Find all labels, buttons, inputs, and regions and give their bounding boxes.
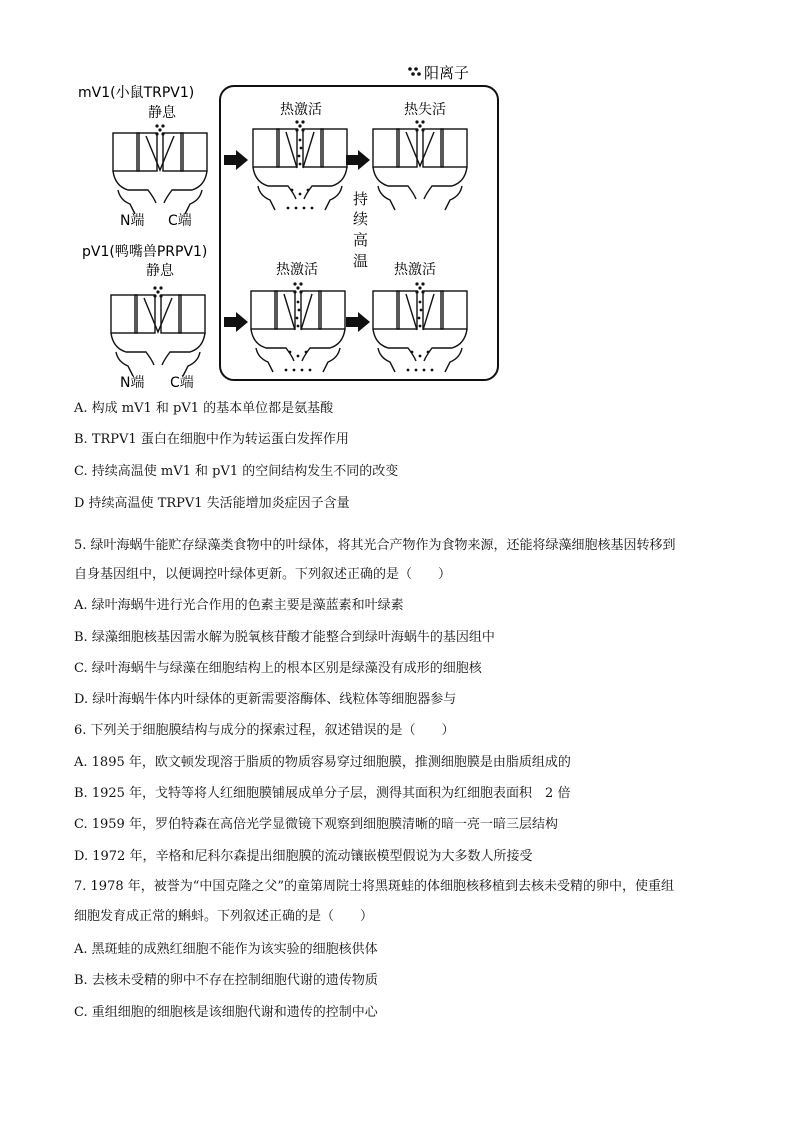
q6-stem: 6. 下列关于细胞膜结构与成分的探索过程，叙述错误的是（ ） xyxy=(74,723,455,738)
pv1-rest-label: 静息 xyxy=(146,263,174,279)
pv1-active-channel xyxy=(251,282,345,372)
cation-legend-icon xyxy=(408,67,421,76)
mv1-n-end: N端 xyxy=(120,213,145,229)
mv1-rest-label: 静息 xyxy=(148,105,176,121)
mv1-inactive-channel xyxy=(373,120,467,210)
sustained-heat-char: 续 xyxy=(353,210,369,228)
q7-option-c: C. 重组细胞的细胞核是该细胞代谢和遗传的控制中心 xyxy=(74,1005,378,1020)
mv1-rest-channel xyxy=(113,124,207,214)
mv1-heat-inactive-label: 热失活 xyxy=(404,102,446,118)
legend-label: 阳离子 xyxy=(424,64,470,82)
q4-option-d: D 持续高温使 TRPV1 失活能增加炎症因子含量 xyxy=(74,496,350,511)
q4-option-a: A. 构成 mV1 和 pV1 的基本单位都是氨基酸 xyxy=(74,401,334,416)
q4-option-c: C. 持续高温使 mV1 和 pV1 的空间结构发生不同的改变 xyxy=(74,464,399,479)
q6-option-a: A. 1895 年，欧文顿发现溶于脂质的物质容易穿过细胞膜，推测细胞膜是由脂质组成的 xyxy=(74,755,571,770)
mv1-c-end: C端 xyxy=(168,213,192,229)
mv1-active-channel xyxy=(253,120,347,210)
pv1-heat-active-label: 热激活 xyxy=(276,262,318,278)
q5-option-b: B. 绿藻细胞核基因需水解为脱氧核苷酸才能整合到绿叶海蜗牛的基因组中 xyxy=(74,630,495,645)
q5-option-a: A. 绿叶海蜗牛进行光合作用的色素主要是藻蓝素和叶绿素 xyxy=(74,598,404,613)
arrow-icon xyxy=(224,150,248,170)
q7-option-b: B. 去核未受精的卵中不存在控制细胞代谢的遗传物质 xyxy=(74,973,378,988)
trpv1-channel-figure xyxy=(0,0,794,400)
q7-stem-line2: 细胞发育成正常的蝌蚪。下列叙述正确的是（ ） xyxy=(74,909,374,924)
mv1-heat-active-label: 热激活 xyxy=(280,102,322,118)
pv1-c-end: C端 xyxy=(170,375,194,391)
pv1-rest-channel xyxy=(111,286,205,376)
pv1-n-end: N端 xyxy=(120,375,145,391)
q5-stem-line1: 5. 绿叶海蜗牛能贮存绿藻类食物中的叶绿体，将其光合产物作为食物来源，还能将绿藻细胞核基因转移到 xyxy=(74,538,676,553)
arrow-icon xyxy=(346,150,370,170)
q7-option-a: A. 黑斑蛙的成熟红细胞不能作为该实验的细胞核供体 xyxy=(74,942,378,957)
sustained-heat-char: 持 xyxy=(353,190,369,208)
pv1-heat-active2-label: 热激活 xyxy=(394,262,436,278)
arrow-icon xyxy=(346,312,370,332)
q6-option-b: B. 1925 年，戈特等将人红细胞膜铺展成单分子层，测得其面积为红细胞表面积 2 倍 xyxy=(74,786,571,801)
q6-option-c: C. 1959 年，罗伯特森在高倍光学显微镜下观察到细胞膜清晰的暗一亮一暗三层结构 xyxy=(74,817,558,832)
q5-option-c: C. 绿叶海蜗牛与绿藻在细胞结构上的根本区别是绿藻没有成形的细胞核 xyxy=(74,661,482,676)
pv1-active-channel-2 xyxy=(373,282,467,372)
q6-option-d: D. 1972 年，辛格和尼科尔森提出细胞膜的流动镶嵌模型假说为大多数人所接受 xyxy=(74,849,533,864)
mv1-title: mV1(小鼠TRPV1) xyxy=(78,85,195,101)
q7-stem-line1: 7. 1978 年，被誉为“中国克隆之父”的童第周院士将黑斑蛙的体细胞核移植到去核未受精的卵中，使重组 xyxy=(74,879,675,894)
q4-option-b: B. TRPV1 蛋白在细胞中作为转运蛋白发挥作用 xyxy=(74,432,349,447)
sustained-heat-char: 高 xyxy=(353,231,369,249)
arrow-icon xyxy=(224,312,248,332)
q5-option-d: D. 绿叶海蜗牛体内叶绿体的更新需要溶酶体、线粒体等细胞器参与 xyxy=(74,692,457,707)
q5-stem-line2: 自身基因组中，以便调控叶绿体更新。下列叙述正确的是（ ） xyxy=(74,567,452,582)
pv1-title: pV1(鸭嘴兽PRPV1) xyxy=(82,244,208,260)
sustained-heat-char: 温 xyxy=(353,252,369,270)
